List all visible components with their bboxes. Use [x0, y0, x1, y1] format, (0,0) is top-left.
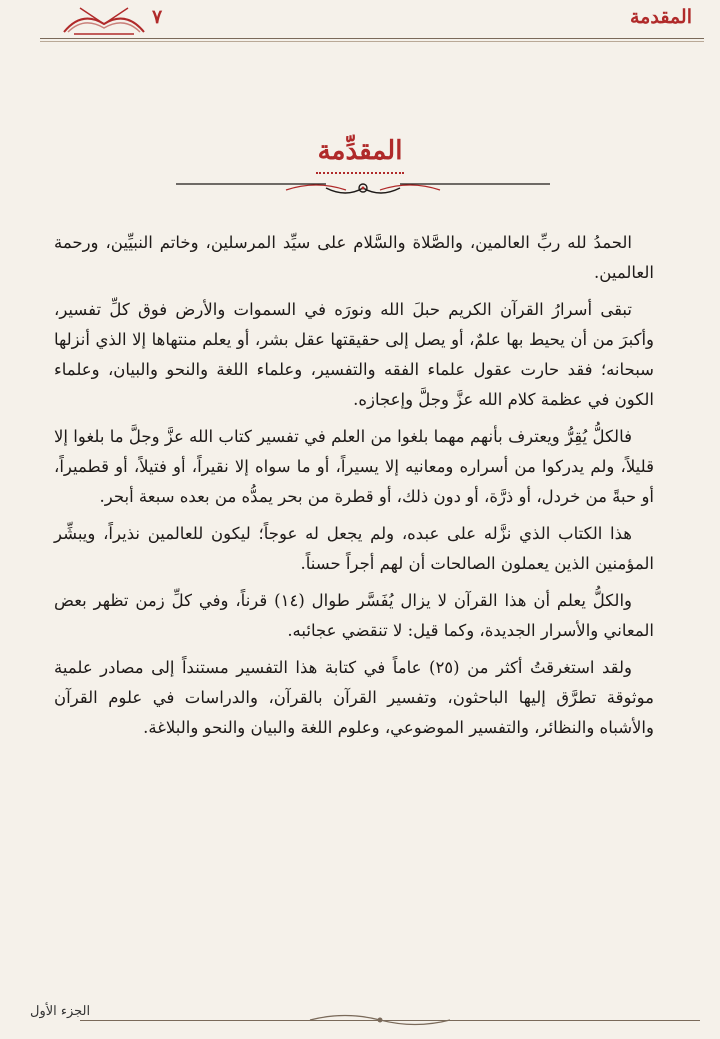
header-rule-secondary [40, 41, 704, 42]
paragraph: تبقى أسرارُ القرآن الكريم حبلَ الله ونورَه في السموات والأرض فوق كلِّ تفسير، وأكبرَ من أن يحيط بها علمٌ، أو يصل إلى حقيقتها عقل بشر، أو يعلم منتهاها إلا الذي أنزلها سبحانه؛ فقد حارت عقول علماء الفقه والتفسير، وعلماء اللغة والنحو والبيان، وعلماء الكون في عظمة كلام الله عزَّ وجلَّ وإعجازه. [54, 300, 654, 409]
page-header [0, 0, 720, 44]
paragraph: الحمدُ لله ربِّ العالمين، والصَّلاة والسَّلام على سيِّد المرسلين، وخاتم النبيِّين، ورحمة العالمين. [54, 233, 654, 282]
section-heading [0, 136, 720, 166]
footer-divider-icon [300, 1011, 460, 1029]
open-book-ornament-icon [60, 2, 148, 38]
paragraph: فالكلُّ يُقِرُّ ويعترف بأنهم مهما بلغوا من العلم في تفسير كتاب الله عزَّ وجلَّ ما بلغوا إلا قليلاً، ولم يدركوا من أسراره ومعانيه إلا يسيراً، أو ما سواه إلا نقيراً، أو فتيلاً، أو قطميراً، أو حبةً من خردل، أو ذرَّة، أو دون ذلك، أو قطرة من بحر يمدُّه من بعده سبعة أبحر. [54, 427, 654, 506]
running-title: المقدمة [629, 6, 692, 28]
header-rule [40, 38, 704, 39]
body-text [54, 228, 654, 750]
page-title: المقدِّمة [317, 136, 403, 166]
heading-dotted-underline [316, 172, 404, 174]
paragraph: والكلُّ يعلم أن هذا القرآن لا يزال يُفَسَّر طوال (١٤) قرناً، وفي كلِّ زمن تظهر بعض المعاني والأسرار الجديدة، وكما قيل: لا تنقضي عجائبه. [54, 591, 654, 640]
floral-divider-icon [176, 176, 550, 200]
paragraph: هذا الكتاب الذي نزَّله على عبده، ولم يجعل له عوجاً؛ ليكون للعالمين نذيراً، ويبشِّر المؤمنين الذين يعملون الصالحات أن لهم أجراً حسناً. [54, 524, 654, 573]
volume-label: الجزء الأول [30, 1004, 91, 1019]
paragraph: ولقد استغرقتُ أكثر من (٢٥) عاماً في كتابة هذا التفسير مستنداً إلى مصادر علمية موثوقة تطرَّق إليها الباحثون، وتفسير القرآن بالقرآن، والدراسات في علوم القرآن والأشباه والنظائر، والتفسير الموضوعي، وعلوم اللغة والبيان والنحو والبلاغة. [54, 658, 654, 737]
page-number: ٧ [152, 6, 163, 28]
